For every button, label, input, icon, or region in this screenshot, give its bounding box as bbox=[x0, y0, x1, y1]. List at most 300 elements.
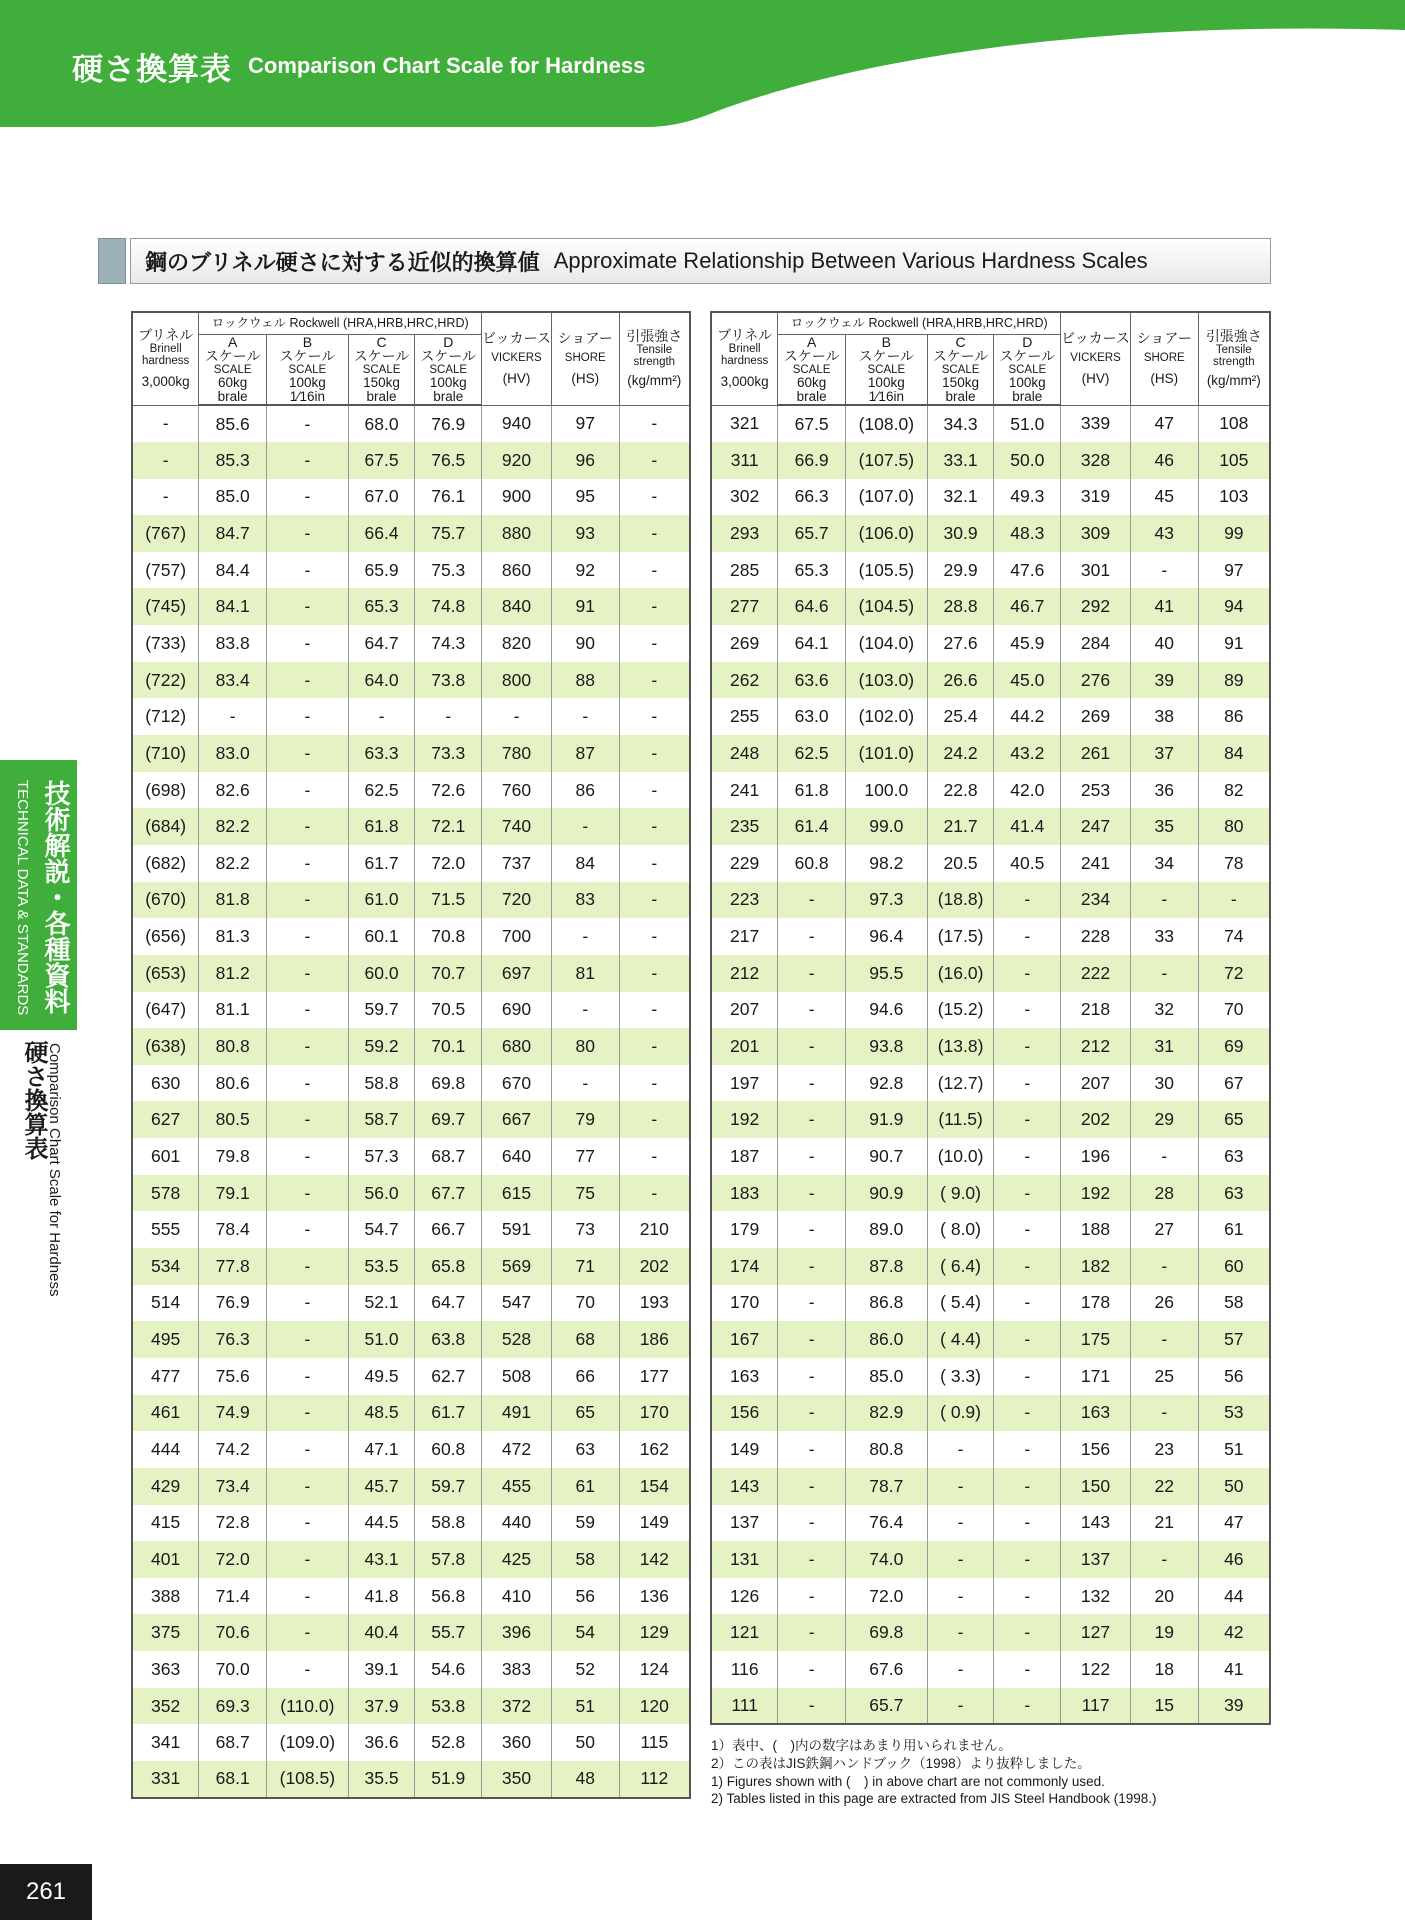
table-cell: - bbox=[619, 552, 690, 589]
table-cell: - bbox=[778, 918, 846, 955]
table-cell: 52.8 bbox=[415, 1724, 482, 1761]
table-cell: 43.2 bbox=[994, 735, 1061, 772]
table-cell: 79.1 bbox=[199, 1175, 267, 1212]
table-cell: (757) bbox=[132, 552, 199, 589]
table-cell: 51 bbox=[551, 1688, 619, 1725]
table-cell: - bbox=[927, 1431, 994, 1468]
table-cell: - bbox=[619, 918, 690, 955]
table-cell: 22.8 bbox=[927, 772, 994, 809]
table-row bbox=[132, 1138, 690, 1175]
table-cell: 42 bbox=[1198, 1614, 1270, 1651]
table-cell: 72.0 bbox=[199, 1541, 267, 1578]
table-cell: - bbox=[778, 1248, 846, 1285]
table-row bbox=[132, 1761, 690, 1798]
table-cell: 52.1 bbox=[348, 1285, 415, 1322]
table-cell: 63 bbox=[551, 1431, 619, 1468]
table-cell: - bbox=[778, 1211, 846, 1248]
table-cell: 74.9 bbox=[199, 1395, 267, 1432]
table-cell: 880 bbox=[482, 515, 552, 552]
table-cell: - bbox=[619, 1175, 690, 1212]
table-cell: 72.6 bbox=[415, 772, 482, 809]
table-cell: (13.8) bbox=[927, 1028, 994, 1065]
table-cell: 269 bbox=[1061, 698, 1131, 735]
table-row bbox=[132, 1358, 690, 1395]
table-cell: 61.4 bbox=[778, 808, 846, 845]
table-cell: 87 bbox=[551, 735, 619, 772]
table-cell: 63 bbox=[1198, 1138, 1270, 1175]
table-cell: 372 bbox=[482, 1688, 552, 1725]
table-cell: 170 bbox=[619, 1395, 690, 1432]
table-cell: (107.5) bbox=[845, 442, 927, 479]
table-cell: - bbox=[267, 662, 349, 699]
table-cell: 425 bbox=[482, 1541, 552, 1578]
table-cell: (647) bbox=[132, 992, 199, 1029]
table-cell: 740 bbox=[482, 808, 552, 845]
table-row bbox=[711, 1358, 1270, 1395]
table-cell: - bbox=[619, 662, 690, 699]
header-vickers: ビッカース VICKERS (HV) bbox=[482, 312, 552, 405]
table-cell: - bbox=[267, 1431, 349, 1468]
table-cell: - bbox=[619, 955, 690, 992]
table-cell: 67 bbox=[1198, 1065, 1270, 1102]
table-cell: 177 bbox=[619, 1358, 690, 1395]
table-cell: 179 bbox=[711, 1211, 778, 1248]
table-cell: 43 bbox=[1130, 515, 1198, 552]
table-cell: 95.5 bbox=[845, 955, 927, 992]
table-row bbox=[132, 662, 690, 699]
table-cell: - bbox=[619, 772, 690, 809]
table-row bbox=[132, 1321, 690, 1358]
table-cell: 66.7 bbox=[415, 1211, 482, 1248]
table-cell: 269 bbox=[711, 625, 778, 662]
table-cell: - bbox=[778, 1468, 846, 1505]
table-cell: 121 bbox=[711, 1614, 778, 1651]
table-cell: 60.1 bbox=[348, 918, 415, 955]
side-chapter-label-ja: 硬さ換算表 bbox=[20, 1040, 47, 1160]
table-cell: ( 5.4) bbox=[927, 1285, 994, 1322]
table-row bbox=[132, 1688, 690, 1725]
table-cell: 262 bbox=[711, 662, 778, 699]
table-cell: 680 bbox=[482, 1028, 552, 1065]
table-cell: 241 bbox=[711, 772, 778, 809]
table-cell: 29 bbox=[1130, 1101, 1198, 1138]
table-row bbox=[132, 1028, 690, 1065]
table-cell: 360 bbox=[482, 1724, 552, 1761]
table-cell: 255 bbox=[711, 698, 778, 735]
table-cell: 70 bbox=[551, 1285, 619, 1322]
table-cell: 81.3 bbox=[199, 918, 267, 955]
table-cell: 93 bbox=[551, 515, 619, 552]
table-cell: 51 bbox=[1198, 1431, 1270, 1468]
table-cell: 82.2 bbox=[199, 845, 267, 882]
table-cell: 37 bbox=[1130, 735, 1198, 772]
table-row bbox=[711, 1651, 1270, 1688]
table-cell: 32 bbox=[1130, 992, 1198, 1029]
table-cell: (682) bbox=[132, 845, 199, 882]
table-cell: - bbox=[778, 1101, 846, 1138]
table-cell: - bbox=[994, 1138, 1061, 1175]
table-row bbox=[711, 1541, 1270, 1578]
table-cell: 760 bbox=[482, 772, 552, 809]
table-cell: 65 bbox=[551, 1395, 619, 1432]
table-cell: 284 bbox=[1061, 625, 1131, 662]
table-cell: (103.0) bbox=[845, 662, 927, 699]
table-row bbox=[711, 992, 1270, 1029]
table-cell: 126 bbox=[711, 1578, 778, 1615]
table-cell: 461 bbox=[132, 1395, 199, 1432]
table-row bbox=[132, 515, 690, 552]
table-cell: - bbox=[994, 1358, 1061, 1395]
table-cell: 84.1 bbox=[199, 588, 267, 625]
table-cell: - bbox=[1130, 1395, 1198, 1432]
table-row bbox=[711, 1138, 1270, 1175]
table-cell: - bbox=[778, 1505, 846, 1542]
table-cell: 311 bbox=[711, 442, 778, 479]
table-cell: - bbox=[778, 1541, 846, 1578]
table-cell: 76.4 bbox=[845, 1505, 927, 1542]
table-cell: 235 bbox=[711, 808, 778, 845]
table-cell: 328 bbox=[1061, 442, 1131, 479]
table-cell: 103 bbox=[1198, 479, 1270, 516]
table-cell: 670 bbox=[482, 1065, 552, 1102]
table-cell: 64.7 bbox=[415, 1285, 482, 1322]
hardness-table-left bbox=[131, 311, 691, 1799]
table-cell: 56 bbox=[551, 1578, 619, 1615]
table-cell: 25 bbox=[1130, 1358, 1198, 1395]
table-cell: 80.8 bbox=[845, 1431, 927, 1468]
page-number: 261 bbox=[0, 1864, 92, 1920]
table-cell: 218 bbox=[1061, 992, 1131, 1029]
table-cell: 53 bbox=[1198, 1395, 1270, 1432]
table-cell: 860 bbox=[482, 552, 552, 589]
table-cell: 207 bbox=[711, 992, 778, 1029]
table-cell: - bbox=[267, 992, 349, 1029]
table-cell: - bbox=[551, 1065, 619, 1102]
table-cell: - bbox=[415, 698, 482, 735]
table-cell: 129 bbox=[619, 1614, 690, 1651]
table-cell: 222 bbox=[1061, 955, 1131, 992]
table-cell: 28 bbox=[1130, 1175, 1198, 1212]
table-cell: 49.5 bbox=[348, 1358, 415, 1395]
table-row bbox=[711, 845, 1270, 882]
table-row bbox=[132, 1175, 690, 1212]
table-cell: 341 bbox=[132, 1724, 199, 1761]
table-cell: 89 bbox=[1198, 662, 1270, 699]
table-cell: ( 0.9) bbox=[927, 1395, 994, 1432]
table-cell: - bbox=[348, 698, 415, 735]
table-cell: 229 bbox=[711, 845, 778, 882]
table-cell: 514 bbox=[132, 1285, 199, 1322]
table-cell: (15.2) bbox=[927, 992, 994, 1029]
table-cell: 80.8 bbox=[199, 1028, 267, 1065]
table-cell: 192 bbox=[711, 1101, 778, 1138]
table-cell: 737 bbox=[482, 845, 552, 882]
table-cell: - bbox=[778, 1175, 846, 1212]
table-cell: 47.6 bbox=[994, 552, 1061, 589]
table-cell: 920 bbox=[482, 442, 552, 479]
table-cell: 388 bbox=[132, 1578, 199, 1615]
table-cell: 86 bbox=[551, 772, 619, 809]
table-cell: 59.7 bbox=[415, 1468, 482, 1505]
table-cell: 64.6 bbox=[778, 588, 846, 625]
table-cell: 96.4 bbox=[845, 918, 927, 955]
table-cell: 34.3 bbox=[927, 405, 994, 442]
table-cell: 74.3 bbox=[415, 625, 482, 662]
table-cell: 83.4 bbox=[199, 662, 267, 699]
table-row bbox=[711, 735, 1270, 772]
table-cell: - bbox=[994, 1578, 1061, 1615]
table-row bbox=[711, 1175, 1270, 1212]
table-cell: - bbox=[778, 1688, 846, 1725]
table-row bbox=[711, 1505, 1270, 1542]
table-cell: 61 bbox=[551, 1468, 619, 1505]
table-cell: 59.7 bbox=[348, 992, 415, 1029]
table-cell: 65.3 bbox=[348, 588, 415, 625]
table-cell: 80 bbox=[1198, 808, 1270, 845]
table-cell: - bbox=[1130, 1321, 1198, 1358]
table-cell: 321 bbox=[711, 405, 778, 442]
side-tab-label-ja: 技術解説・各種資料 bbox=[41, 780, 71, 1014]
table-cell: - bbox=[927, 1505, 994, 1542]
table-cell: - bbox=[267, 735, 349, 772]
table-cell: 80.5 bbox=[199, 1101, 267, 1138]
table-cell: 528 bbox=[482, 1321, 552, 1358]
table-cell: 70.5 bbox=[415, 992, 482, 1029]
table-cell: 88 bbox=[551, 662, 619, 699]
table-cell: 70.6 bbox=[199, 1614, 267, 1651]
table-cell: 555 bbox=[132, 1211, 199, 1248]
table-cell: 55.7 bbox=[415, 1614, 482, 1651]
table-cell: 65.7 bbox=[778, 515, 846, 552]
table-cell: - bbox=[994, 1321, 1061, 1358]
section-title-box bbox=[130, 238, 1271, 284]
table-cell: 124 bbox=[619, 1651, 690, 1688]
table-cell: (670) bbox=[132, 882, 199, 919]
table-cell: 472 bbox=[482, 1431, 552, 1468]
table-cell: - bbox=[619, 1065, 690, 1102]
table-cell: 70.1 bbox=[415, 1028, 482, 1065]
table-cell: ( 9.0) bbox=[927, 1175, 994, 1212]
table-cell: 780 bbox=[482, 735, 552, 772]
table-row bbox=[132, 1651, 690, 1688]
table-cell: - bbox=[927, 1468, 994, 1505]
table-cell: - bbox=[1130, 1248, 1198, 1285]
table-cell: 84 bbox=[1198, 735, 1270, 772]
table-cell: (745) bbox=[132, 588, 199, 625]
table-cell: 78 bbox=[1198, 845, 1270, 882]
table-cell: 410 bbox=[482, 1578, 552, 1615]
table-row bbox=[132, 1248, 690, 1285]
table-cell: 47.1 bbox=[348, 1431, 415, 1468]
table-cell: 495 bbox=[132, 1321, 199, 1358]
table-cell: 46 bbox=[1198, 1541, 1270, 1578]
table-cell: 234 bbox=[1061, 882, 1131, 919]
table-cell: 69 bbox=[1198, 1028, 1270, 1065]
table-cell: 375 bbox=[132, 1614, 199, 1651]
table-cell: ( 4.4) bbox=[927, 1321, 994, 1358]
table-cell: - bbox=[267, 1138, 349, 1175]
table-cell: 63.6 bbox=[778, 662, 846, 699]
table-cell: 31 bbox=[1130, 1028, 1198, 1065]
table-cell: 108 bbox=[1198, 405, 1270, 442]
table-cell: 98.2 bbox=[845, 845, 927, 882]
table-row bbox=[711, 882, 1270, 919]
table-row bbox=[711, 1614, 1270, 1651]
table-cell: 201 bbox=[711, 1028, 778, 1065]
table-cell: 33.1 bbox=[927, 442, 994, 479]
table-cell: - bbox=[267, 1614, 349, 1651]
table-cell: - bbox=[927, 1541, 994, 1578]
table-cell: 58.8 bbox=[415, 1505, 482, 1542]
page-title: 硬さ換算表 bbox=[72, 52, 232, 87]
table-cell: 44.5 bbox=[348, 1505, 415, 1542]
table-row bbox=[711, 1285, 1270, 1322]
table-cell: - bbox=[994, 1248, 1061, 1285]
table-cell: (104.5) bbox=[845, 588, 927, 625]
table-cell: 63 bbox=[1198, 1175, 1270, 1212]
table-cell: 39.1 bbox=[348, 1651, 415, 1688]
table-cell: 48.5 bbox=[348, 1395, 415, 1432]
header-scale-a: A スケール SCALE 60kg brale bbox=[199, 334, 267, 405]
table-row bbox=[711, 918, 1270, 955]
table-row bbox=[132, 1541, 690, 1578]
table-cell: 70.7 bbox=[415, 955, 482, 992]
table-cell: 60.8 bbox=[415, 1431, 482, 1468]
table-cell: - bbox=[482, 698, 552, 735]
header-shore: ショアー SHORE (HS) bbox=[551, 312, 619, 405]
table-row bbox=[711, 479, 1270, 516]
table-cell: 57 bbox=[1198, 1321, 1270, 1358]
table-cell: 20 bbox=[1130, 1578, 1198, 1615]
section-heading bbox=[98, 238, 1271, 284]
table-row bbox=[132, 588, 690, 625]
table-cell: - bbox=[927, 1688, 994, 1725]
table-cell: 26.6 bbox=[927, 662, 994, 699]
table-cell: 41 bbox=[1130, 588, 1198, 625]
table-cell: 241 bbox=[1061, 845, 1131, 882]
table-cell: 78.7 bbox=[845, 1468, 927, 1505]
table-cell: 149 bbox=[619, 1505, 690, 1542]
table-cell: 170 bbox=[711, 1285, 778, 1322]
header-vickers: ビッカース VICKERS (HV) bbox=[1061, 312, 1131, 405]
table-cell: 81.1 bbox=[199, 992, 267, 1029]
table-cell: - bbox=[267, 1578, 349, 1615]
table-cell: 59 bbox=[551, 1505, 619, 1542]
table-cell: - bbox=[267, 955, 349, 992]
table-cell: - bbox=[267, 1285, 349, 1322]
table-cell: 58 bbox=[551, 1541, 619, 1578]
table-row bbox=[711, 515, 1270, 552]
table-cell: 122 bbox=[1061, 1651, 1131, 1688]
table-cell: 80 bbox=[551, 1028, 619, 1065]
header-brinell: ブリネル Brinell hardness 3,000kg bbox=[711, 312, 778, 405]
table-cell: - bbox=[1130, 882, 1198, 919]
table-cell: 73.4 bbox=[199, 1468, 267, 1505]
table-cell: - bbox=[199, 698, 267, 735]
table-row bbox=[132, 625, 690, 662]
table-row bbox=[711, 1065, 1270, 1102]
table-cell: 56 bbox=[1198, 1358, 1270, 1395]
table-row bbox=[132, 1211, 690, 1248]
table-cell: 293 bbox=[711, 515, 778, 552]
table-cell: - bbox=[994, 1065, 1061, 1102]
table-cell: 87.8 bbox=[845, 1248, 927, 1285]
table-row bbox=[711, 1578, 1270, 1615]
table-row bbox=[132, 1468, 690, 1505]
table-cell: 117 bbox=[1061, 1688, 1131, 1725]
table-cell: - bbox=[267, 1175, 349, 1212]
table-cell: 65.7 bbox=[845, 1688, 927, 1725]
table-cell: 70 bbox=[1198, 992, 1270, 1029]
table-cell: 69.7 bbox=[415, 1101, 482, 1138]
table-cell: 62.5 bbox=[348, 772, 415, 809]
table-cell: - bbox=[778, 1395, 846, 1432]
table-cell: 615 bbox=[482, 1175, 552, 1212]
table-cell: - bbox=[994, 992, 1061, 1029]
table-cell: (108.0) bbox=[845, 405, 927, 442]
header-scale-c: C スケール SCALE 150kg brale bbox=[927, 334, 994, 405]
table-cell: - bbox=[1198, 882, 1270, 919]
table-cell: 640 bbox=[482, 1138, 552, 1175]
table-cell: 84 bbox=[551, 845, 619, 882]
table-cell: 73 bbox=[551, 1211, 619, 1248]
table-cell: (11.5) bbox=[927, 1101, 994, 1138]
table-cell: - bbox=[778, 1138, 846, 1175]
table-cell: 81 bbox=[551, 955, 619, 992]
table-row bbox=[132, 442, 690, 479]
table-cell: 178 bbox=[1061, 1285, 1131, 1322]
table-cell: 26 bbox=[1130, 1285, 1198, 1322]
table-cell: 248 bbox=[711, 735, 778, 772]
table-cell: 82.9 bbox=[845, 1395, 927, 1432]
note-ja-1: 1）表中、( )内の数字はあまり用いられません。 bbox=[711, 1738, 1012, 1753]
table-cell: 86 bbox=[1198, 698, 1270, 735]
table-cell: 156 bbox=[711, 1395, 778, 1432]
table-cell: 58 bbox=[1198, 1285, 1270, 1322]
section-title-ja: 鋼のブリネル硬さに対する近似的換算値 bbox=[145, 249, 540, 275]
header-scale-c: C スケール SCALE 150kg brale bbox=[348, 334, 415, 405]
table-row bbox=[711, 552, 1270, 589]
table-cell: (105.5) bbox=[845, 552, 927, 589]
table-cell: (110.0) bbox=[267, 1688, 349, 1725]
table-cell: 65.3 bbox=[778, 552, 846, 589]
table-cell: 92 bbox=[551, 552, 619, 589]
table-cell: 228 bbox=[1061, 918, 1131, 955]
table-cell: 24.2 bbox=[927, 735, 994, 772]
table-cell: 90.7 bbox=[845, 1138, 927, 1175]
table-cell: - bbox=[619, 588, 690, 625]
table-cell: - bbox=[132, 442, 199, 479]
table-cell: 68 bbox=[551, 1321, 619, 1358]
header-brinell: ブリネル Brinell hardness 3,000kg bbox=[132, 312, 199, 405]
note-en-1: 1) Figures shown with ( ) in above chart are not commonly used. bbox=[711, 1773, 1105, 1789]
table-cell: 44 bbox=[1198, 1578, 1270, 1615]
table-cell: 61 bbox=[1198, 1211, 1270, 1248]
table-cell: (107.0) bbox=[845, 479, 927, 516]
table-cell: 72.1 bbox=[415, 808, 482, 845]
table-cell: 72.0 bbox=[845, 1578, 927, 1615]
header-scale-d: D スケール SCALE 100kg brale bbox=[994, 334, 1061, 405]
table-cell: 47 bbox=[1130, 405, 1198, 442]
table-cell: 697 bbox=[482, 955, 552, 992]
table-cell: - bbox=[1130, 1138, 1198, 1175]
table-cell: 57.3 bbox=[348, 1138, 415, 1175]
table-cell: (653) bbox=[132, 955, 199, 992]
table-cell: 80.6 bbox=[199, 1065, 267, 1102]
table-cell: 137 bbox=[711, 1505, 778, 1542]
table-cell: 94 bbox=[1198, 588, 1270, 625]
table-cell: 171 bbox=[1061, 1358, 1131, 1395]
